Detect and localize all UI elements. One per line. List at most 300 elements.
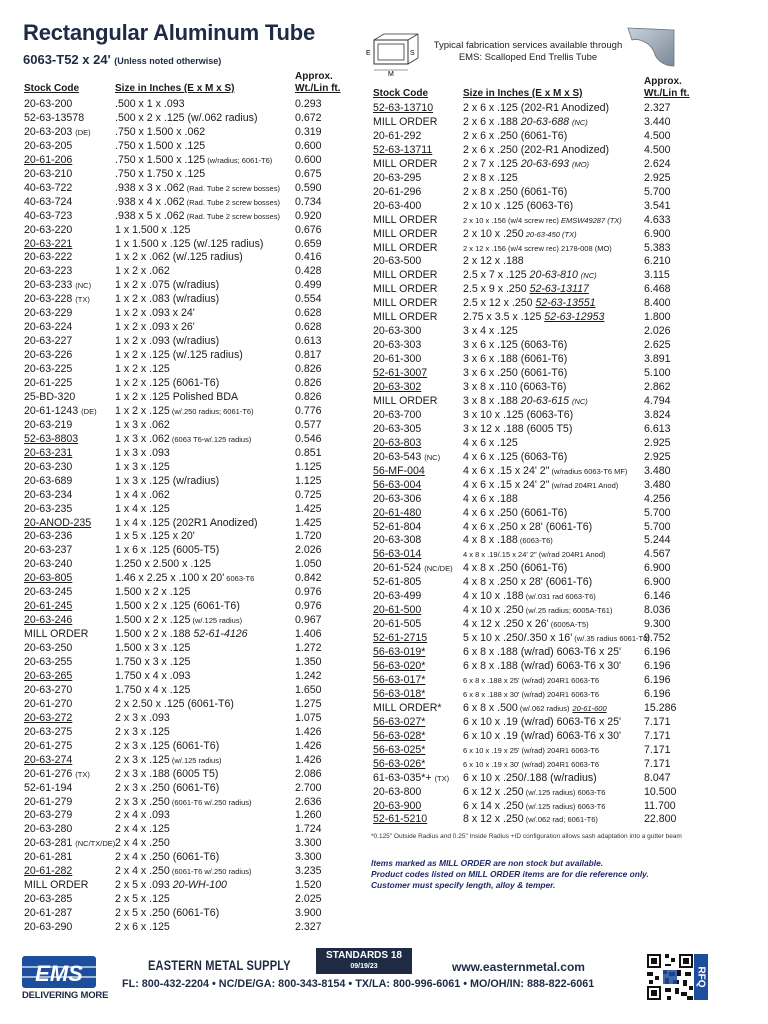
table-row [373,812,713,826]
size-spec: .938 x 3 x .062 (Rad. Tube 2 screw bosses) [115,181,280,194]
right-header-size: Size in Inches (E x M x S) [463,88,583,99]
table-row [373,241,713,255]
size-spec: 2 x 4 x .093 [115,809,170,822]
stock-code: 56-63-028* [373,729,426,742]
weight-value: 1.650 [295,683,322,696]
size-spec: 2 x 6 x .250 (202-R1 Anodized) [463,143,610,156]
table-row [373,603,713,617]
table-row [373,185,713,199]
table-row [24,223,354,237]
size-spec: 1 x 3 x .093 [115,446,170,459]
size-note: (w/.125 radius) [190,616,243,626]
size-note: (w/.25 radius; 6005A-T61) [523,606,613,616]
table-row [24,767,354,781]
stock-code-note: (NC/TX/DE) [75,839,116,849]
size-spec: .500 x 1 x .093 [115,98,185,110]
size-spec: 4 x 6 x .15 x 24' 2" (w/rad 204R1 Anod) [463,478,619,491]
size-note: (Rad. Tube 2 screw bosses) [184,183,280,193]
size-spec: 1.250 x 2.500 x .125 [115,558,212,571]
die-reference-note: (NC) [580,271,597,281]
mill-note-line: Items marked as MILL ORDER are non stock but available. [371,858,604,868]
die-reference: 20-63-615 [517,394,572,407]
weight-value: 0.628 [295,321,322,334]
table-row [373,659,713,673]
size-spec: .750 x 1.500 x .125 (w/radius; 6061-T6) [115,153,273,166]
stock-code: 52-61-2715 [373,632,428,645]
weight-value: 6.196 [644,673,671,686]
stock-code: 20-61-500 [373,604,422,617]
stock-code-note: (NC) [424,452,441,462]
stock-code: 20-63-205 [24,139,73,152]
stock-code: MILL ORDER* [373,701,442,714]
weight-value: 0.734 [295,195,322,208]
size-spec: 2 x 5 x .093 20-WH-100 [115,879,227,892]
size-note: (w/.250 radius; 6061-T6) [169,406,254,416]
table-row [24,516,354,530]
stock-code: 20-61-206 [24,153,73,166]
size-spec: 2.5 x 7 x .125 20-63-810 (NC) [463,269,597,282]
weight-value: 0.659 [295,237,322,250]
table-row [24,599,354,613]
stock-code: 20-61-270 [24,697,73,710]
table-row [373,757,713,771]
weight-value: 0.976 [295,600,322,613]
left-header-size: Size in Inches (E x M x S) [115,83,235,94]
stock-code: 40-63-723 [24,209,73,222]
size-spec: 1.500 x 2 x .188 52-61-4126 [115,628,248,641]
size-spec: 2 x 3 x .250 (6061-T6 w/.250 radius) [115,795,252,808]
weight-value: 1.724 [295,823,322,836]
left-header-weight [295,71,341,95]
stock-code: 20-63-285 [24,893,73,906]
size-spec: 4 x 10 x .250 (w/.25 radius; 6005A-T61) [463,604,613,617]
weight-value: 3.115 [644,269,670,282]
stock-code: 20-63-231 [24,446,73,459]
weight-value: 1.075 [295,711,322,724]
size-spec: 6 x 14 x .250 (w/.125 radius) 6063-T6 [463,799,606,812]
weight-value: 0.293 [295,98,322,110]
die-reference-note: (MO) [571,159,590,169]
size-spec: 8 x 12 x .250 (w/.062 rad; 6061-T6) [463,813,598,826]
table-row [24,529,354,543]
table-row [24,97,354,111]
weight-value: 1.720 [295,530,322,543]
stock-code: 20-63-499 [373,590,422,603]
size-spec: 1 x 3 x .125 (w/radius) [115,474,220,487]
left-header-stock-code: Stock Code [24,83,80,94]
size-note: (w/.125 radius) 6063-T6 [523,801,606,811]
size-spec: 1 x 4 x .062 [115,488,170,501]
page-subtitle [23,52,221,67]
weight-value: 2.026 [644,325,671,338]
size-spec: 2 x 3 x .125 [115,725,170,738]
stock-code: MILL ORDER [373,297,438,310]
table-row [24,613,354,627]
size-spec [463,757,599,772]
rfq-text: RFQ [695,966,707,988]
stock-code: 56-63-004 [373,478,422,491]
standards-badge [316,948,412,974]
stock-code: 20-63-240 [24,558,73,571]
stock-code: 20-63-235 [24,502,73,515]
table-row [373,729,713,743]
weight-value: 6.210 [644,255,671,268]
table-row [24,557,354,571]
stock-code: 20-63-306 [373,492,422,505]
weight-value: 6.900 [644,227,671,240]
stock-code: 20-63-227 [24,335,73,348]
table-row [24,139,354,153]
weight-value: 0.967 [295,614,322,627]
table-row [373,380,713,394]
table-row [373,282,713,296]
size-spec: 2 x 5 x .125 [115,893,170,906]
size-spec: 2 x 2.50 x .125 (6061-T6) [115,697,234,710]
weight-value: 1.425 [295,516,322,529]
table-row [24,111,354,125]
stock-code: 56-63-025* [373,743,426,756]
table-row [24,753,354,767]
die-reference: 20-61-600 [572,703,607,713]
table-row [24,822,354,836]
table-row [24,781,354,795]
table-row [24,460,354,474]
table-row [24,641,354,655]
size-spec: 2 x 8 x .250 (6061-T6) [463,185,568,198]
weight-value: 2.700 [295,781,322,794]
table-row [24,655,354,669]
size-spec: .938 x 5 x .062 (Rad. Tube 2 screw bosses) [115,209,280,222]
size-spec: 2 x 3 x .125 (6061-T6) [115,739,220,752]
weight-value: 2.026 [295,544,322,557]
stock-code: MILL ORDER [373,213,438,226]
stock-code: MILL ORDER [373,227,438,240]
size-spec: 3 x 6 x .125 (6063-T6) [463,339,568,352]
rfq-label [694,954,708,1000]
table-row [24,697,354,711]
table-row [24,432,354,446]
size-spec: 3 x 8 x .188 20-63-615 (NC) [463,394,588,407]
stock-code: 20-61-281 [24,851,73,864]
table-row [24,739,354,753]
weight-value: 6.468 [644,283,671,296]
stock-code: 20-63-229 [24,307,73,320]
weight-value: 0.499 [295,279,322,292]
weight-value: 5.700 [644,520,671,533]
table-row [373,492,713,506]
stock-code: 20-63-230 [24,460,73,473]
diagram-label-s: S [410,50,415,57]
qr-code-icon[interactable] [645,952,695,1002]
weight-value: 4.500 [644,129,671,142]
die-reference: 52-61-4126 [190,628,248,641]
weight-value: 0.826 [295,390,322,403]
size-spec: 2 x 10 x .125 (6063-T6) [463,199,574,212]
size-spec: 1 x 1.500 x .125 (w/.125 radius) [115,237,264,250]
phone-numbers: FL: 800-432-2204 • NC/DE/GA: 800-343-8154 • TX/LA: 800-996-6061 • MO/OH/IN: 888-822-6061 [122,978,595,990]
size-spec: 2 x 4 x .125 [115,823,170,836]
weight-value: 7.171 [644,757,671,770]
size-note: (6063 T6-w/.125 radius) [169,434,252,444]
stock-code: 20-63-234 [24,488,73,501]
weight-value: 2.925 [644,171,671,184]
stock-code: 20-61-282 [24,865,73,878]
stock-code: 20-63-224 [24,321,73,334]
size-spec: 2.75 x 3.5 x .125 52-63-12953 [463,311,605,324]
table-row [24,237,354,251]
table-row [24,446,354,460]
table-row [373,199,713,213]
table-row [373,464,713,478]
stock-code: 20-63-543 (NC) [373,450,441,463]
die-reference: 20-WH-100 [169,879,227,892]
stock-code: 20-63-302 [373,381,422,393]
stock-code: 20-ANOD-235 [24,516,92,529]
weight-value: 6.196 [644,660,671,672]
left-header-weight-line2: Wt./Lin ft. [295,83,341,94]
size-spec: 1 x 5 x .125 x 20' [115,530,195,543]
size-spec: 4 x 8 x .250 x 28' (6061-T6) [463,576,593,589]
size-spec: 4 x 8 x .250 (6061-T6) [463,562,568,575]
weight-value: 1.520 [295,879,322,892]
size-spec: 2 x 10 x .250 20-63-450 (TX) [463,227,577,240]
stock-code-note: (DE) [75,127,91,137]
stock-code: 56-63-018* [373,687,426,700]
table-row [373,352,713,366]
weight-value: 7.171 [644,743,671,756]
size-spec: 4 x 6 x .125 (6063-T6) [463,450,568,463]
weight-value: 1.242 [295,669,322,682]
size-note: (w/.35 radius 6061-T6) [572,634,650,644]
size-spec: 2 x 3 x .188 (6005 T5) [115,767,219,780]
table-row [373,129,713,143]
weight-value: 9.300 [644,618,671,631]
stock-code: 52-61-3007 [373,367,428,380]
weight-value: 2.025 [295,893,322,906]
die-reference: 20-63-693 [517,157,572,170]
table-row [24,920,354,934]
weight-value: 6.196 [644,687,671,700]
stock-code: 20-63-233 (NC) [24,279,92,292]
weight-value: 0.628 [295,307,322,320]
size-spec [463,673,599,688]
weight-value: 7.171 [644,715,671,728]
weight-value: 5.244 [644,534,671,547]
weight-value: 0.776 [295,404,322,417]
weight-value: 3.891 [644,353,671,366]
size-spec-small: 2 x 10 x .156 (w/4 screw rec) [463,215,559,225]
footer [0,946,768,1024]
table-row [24,376,354,390]
weight-value: 3.300 [295,851,322,864]
table-row [373,366,713,380]
size-spec: .750 x 1.500 x .062 [115,125,206,138]
stock-code: 20-61-292 [373,129,422,142]
logo-text: EMS [35,961,83,986]
stock-code: 52-61-804 [373,520,422,533]
stock-code: 52-61-5210 [373,813,428,826]
die-reference: 20-63-810 [526,269,581,282]
stock-code: 25-BD-320 [24,390,76,403]
stock-code: 20-63-500 [373,255,422,268]
stock-code: 20-63-221 [24,237,73,250]
weight-value: 1.406 [295,628,322,641]
weight-value: 3.300 [295,837,322,850]
weight-value: 3.900 [295,907,322,920]
weight-value: 2.086 [295,767,322,780]
size-spec: 6 x 8 x .188 (w/rad) 6063-T6 x 30' [463,660,622,672]
standards-label: STANDARDS 18 [326,950,402,961]
table-row [24,488,354,502]
table-row [373,743,713,757]
size-spec: 3 x 10 x .125 (6063-T6) [463,408,574,421]
table-row [24,264,354,278]
stock-code: 56-MF-004 [373,464,425,477]
table-row [373,785,713,799]
size-spec: 1 x 4 x .125 (202R1 Anodized) [115,516,258,529]
stock-code: 20-63-295 [373,171,422,184]
table-row [24,906,354,920]
table-row [24,195,354,209]
size-spec: 4 x 10 x .188 (w/.031 rad 6063-T6) [463,590,596,603]
size-spec: 1 x 2 x .093 (w/radius) [115,335,220,348]
stock-code: 56-63-014 [373,548,422,561]
table-row [373,171,713,185]
stock-code: 20-63-279 [24,809,73,822]
table-row [373,561,713,575]
stock-code: 20-63-308 [373,534,422,547]
table-row [373,575,713,589]
size-spec: 1 x 2 x .125 [115,363,170,376]
scalloped-tube-image [626,26,676,68]
weight-value: 8.400 [644,297,671,310]
size-spec: 1.750 x 3 x .125 [115,656,191,668]
weight-value: 1.272 [295,642,322,655]
stock-code: 40-63-722 [24,181,73,194]
size-spec: 6 x 8 x .188 (w/rad) 6063-T6 x 25' [463,646,622,659]
weight-value: 0.725 [295,488,322,501]
table-row [373,436,713,450]
stock-code: 20-63-225 [24,363,73,376]
die-reference: 20-63-450 (TX) [523,229,577,239]
stock-code: 20-63-275 [24,725,73,738]
table-row [373,506,713,520]
size-note: (w/radius 6063-T6 MF) [549,466,628,476]
stock-code: 20-63-300 [373,325,422,338]
weight-value: 2.636 [295,795,322,808]
size-spec: 4 x 12 x .250 x 26' (6005A-T5) [463,618,589,631]
weight-value: 4.633 [644,213,671,226]
table-row [373,157,713,171]
size-spec: 6 x 12 x .250 (w/.125 radius) 6063-T6 [463,785,606,798]
weight-value: 1.426 [295,753,322,766]
size-spec: 2 x 7 x .125 20-63-693 (MO) [463,157,590,170]
weight-value: 2.925 [644,450,671,463]
stock-code: 20-63-280 [24,823,73,836]
stock-code: 20-61-287 [24,907,73,920]
stock-code: 61-63-035*+ (TX) [373,771,450,784]
weight-value: 5.383 [644,241,671,254]
stock-code: 20-63-303 [373,339,422,352]
stock-code: 52-63-13710 [373,102,434,114]
weight-value: 9.752 [644,632,671,645]
weight-value: 0.676 [295,223,322,236]
table-row [24,209,354,223]
weight-value: 1.800 [644,311,671,324]
weight-value: 1.426 [295,725,322,738]
table-row [24,348,354,362]
table-row [24,362,354,376]
website-link[interactable]: www.easternmetal.com [452,960,585,974]
size-spec: 1 x 2 x .075 (w/radius) [115,279,220,292]
stock-code: 20-61-279 [24,795,73,808]
stock-code: 20-63-222 [24,251,73,264]
size-note: (w/.062 radius) [517,703,570,713]
weight-value: 2.862 [644,381,671,393]
table-row [373,645,713,659]
stock-code: MILL ORDER [373,115,438,128]
die-reference-note: (NC) [571,396,588,406]
size-spec: .750 x 1.750 x .125 [115,167,206,180]
right-header-weight-line2: Wt./Lin ft. [644,88,690,99]
size-spec: 1 x 6 x .125 (6005-T5) [115,544,220,557]
stock-code: 20-63-226 [24,349,73,362]
size-spec: 3 x 12 x .188 (6005 T5) [463,422,573,435]
table-row [24,278,354,292]
size-spec: 1.750 x 4 x .093 [115,669,191,682]
weight-value: 2.625 [644,339,671,352]
diagram-label-m: M [388,71,394,78]
size-spec: 2 x 6 x .250 (6061-T6) [463,129,568,142]
die-reference-note: (NC) [571,117,588,127]
size-spec: 2 x 3 x .250 (6061-T6) [115,781,220,794]
tagline: DELIVERING MORE [22,990,109,1001]
size-spec: 4 x 8 x .188 (6063-T6) [463,534,553,547]
stock-code: 20-61-1243 (DE) [24,404,97,417]
size-spec: 2.5 x 12 x .250 52-63-13551 [463,297,596,310]
table-row [24,153,354,167]
table-row [24,850,354,864]
weight-value: 1.125 [295,460,322,473]
table-row [373,799,713,813]
size-spec: 3 x 6 x .250 (6061-T6) [463,367,568,380]
stock-code: 52-61-194 [24,781,73,794]
subtitle-note: (Unless noted otherwise) [114,56,222,66]
size-spec: 1 x 2 x .083 (w/radius) [115,293,220,306]
stock-code-note: (NC/DE) [424,564,453,574]
stock-code: 56-63-019* [373,646,426,659]
stock-code: 20-63-305 [373,422,422,435]
weight-value: 4.256 [644,492,671,505]
size-spec: 1 x 2 x .093 x 24' [115,307,195,320]
stock-code-note: (TX) [75,769,90,779]
alloy-spec: 6063-T52 x 24' [23,52,111,67]
table-row [24,418,354,432]
weight-value: 1.275 [295,697,322,710]
right-header-weight [644,76,690,100]
weight-value: 8.036 [644,604,671,617]
table-row [24,627,354,641]
stock-code: 20-63-220 [24,223,73,236]
stock-code: 20-63-274 [24,753,73,766]
right-header-weight-line1: Approx. [644,76,682,87]
weight-value: 22.800 [644,813,677,826]
stock-code: MILL ORDER [373,283,438,296]
weight-value: 2.624 [644,157,671,170]
stock-code: 20-63-689 [24,474,73,487]
right-product-table [373,101,713,831]
stock-code: 20-61-275 [24,739,73,752]
